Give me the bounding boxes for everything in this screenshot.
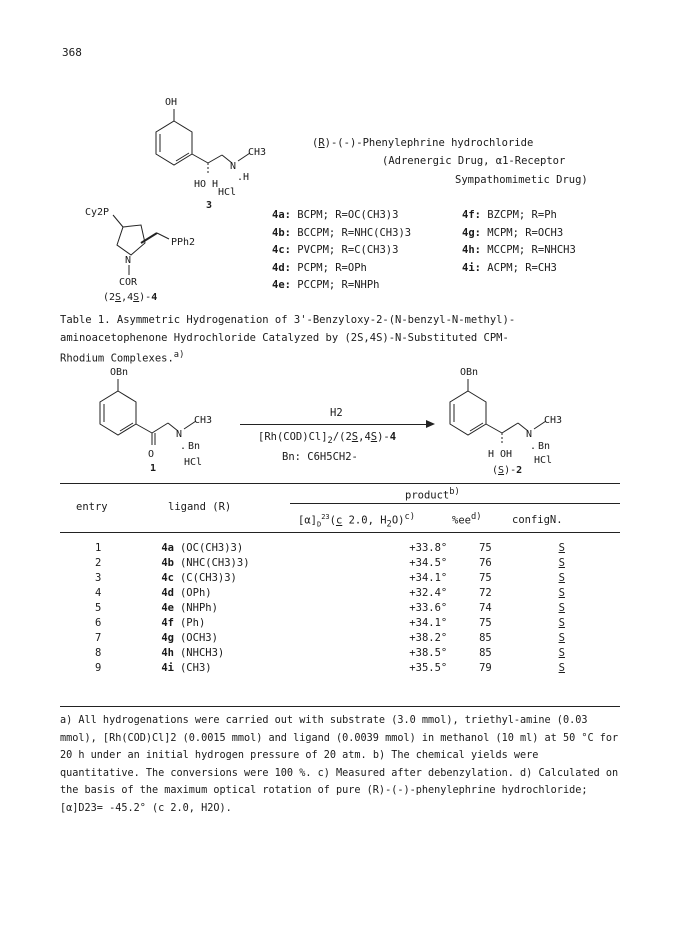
row-config: S <box>558 616 565 629</box>
row-ligand-code: 4h <box>161 646 174 659</box>
phenylephrine-structure <box>120 95 280 215</box>
row-entry: 4 <box>95 586 102 599</box>
pph2-label: PPh2 <box>171 237 196 248</box>
row-rotation: +32.4° <box>409 586 448 599</box>
table-row <box>60 570 600 585</box>
row-ee: 75 <box>479 616 492 629</box>
row-ligand-code: 4a <box>161 541 174 554</box>
ligand-4i: 4i: ACPM; R=CH3 <box>462 261 557 274</box>
row-ee: 75 <box>479 571 492 584</box>
substrate-structure <box>80 365 230 475</box>
table-bottom-rule <box>60 706 620 707</box>
footnotes <box>60 712 620 818</box>
reagent-catalyst: $[Rh(COD)Cl]_2/(2S,4S)-4$ <box>258 431 397 447</box>
row-ee: 76 <box>479 556 492 569</box>
header-rule <box>60 532 620 533</box>
ligand-4g: 4g: MCPM; R=OCH3 <box>462 226 564 239</box>
row-config: S <box>558 646 565 659</box>
row-ee: 85 <box>479 646 492 659</box>
substrate-bn-label: Bn <box>188 441 201 452</box>
row-ee: 85 <box>479 631 492 644</box>
ligand-4e: 4e: PCCPM; R=NHPh <box>272 279 380 291</box>
row-rotation: +34.1° <box>409 571 448 584</box>
structure-n-label: N <box>230 161 237 172</box>
footnote-c: c) Measured after debenzylation. <box>317 767 514 779</box>
product-structure <box>430 365 590 477</box>
substrate-n-label: N <box>176 429 183 440</box>
product-rule <box>290 503 620 504</box>
header-product: product$^{b)}$ <box>405 487 460 502</box>
substrate-hcl-label: HCl <box>184 457 203 468</box>
reagent-bn-def: Bn: C6H5CH2- <box>282 451 358 463</box>
ligand-list-right <box>462 207 576 277</box>
row-substituent: (CH3) <box>179 661 212 674</box>
row-ligand-code: 4c <box>161 571 174 584</box>
ligand-structure-label: (2S,4S)-4 <box>103 292 158 303</box>
product-obn-label: OBn <box>460 367 479 378</box>
table-row <box>60 630 600 645</box>
ligand-4c: 4c: PVCPM; R=C(CH3)3 <box>272 244 399 256</box>
row-entry: 7 <box>95 631 102 644</box>
row-ligand-code: 4d <box>161 586 174 599</box>
ligand-4h: 4h: MCCPM; R=NHCH3 <box>462 244 576 256</box>
substrate-label: 1 <box>150 463 157 474</box>
row-ee: 75 <box>479 541 492 554</box>
row-ligand-code: 4g <box>161 631 174 644</box>
row-rotation: +38.2° <box>409 631 448 644</box>
ligand-4f: 4f: BZCPM; R=Ph <box>462 209 557 221</box>
row-rotation: +35.5° <box>409 661 448 674</box>
row-ee: 72 <box>479 586 492 599</box>
table-row <box>60 660 600 675</box>
cor-label: COR <box>119 277 138 288</box>
row-ligand-code: 4b <box>161 556 174 569</box>
substrate-o-label: O <box>148 449 155 460</box>
cy2p-label: Cy2P <box>85 207 110 218</box>
row-config: S <box>558 586 565 599</box>
reagent-h2: H2 <box>330 407 343 419</box>
row-entry: 9 <box>95 661 102 674</box>
row-entry: 6 <box>95 616 102 629</box>
ligand-4d: 4d: PCPM; R=OPh <box>272 261 367 274</box>
compound-3-desc1: (Adrenergic Drug, α1-Receptor <box>382 155 566 167</box>
caption-line-1: Table 1. Asymmetric Hydrogenation of 3'-Benzyloxy-2-(N-benzyl-N-methyl)- <box>60 314 516 326</box>
ligand-n-label: N <box>125 255 132 266</box>
table-caption <box>60 312 515 368</box>
row-ee: 74 <box>479 601 492 614</box>
table-row <box>60 600 600 615</box>
caption-line-3: Rhodium Complexes.$^{a)}$ <box>60 350 185 365</box>
table-row <box>60 540 600 555</box>
product-bn-label: Bn <box>538 441 551 452</box>
row-substituent: (NHCH3) <box>179 646 225 659</box>
table-row <box>60 615 600 630</box>
reaction-arrow <box>240 424 430 425</box>
row-substituent: (OC(CH3)3) <box>179 541 244 554</box>
caption-line-2: aminoacetophenone Hydrochloride Catalyzed by (2S,4S)-N-Substituted CPM- <box>60 331 509 344</box>
row-entry: 3 <box>95 571 102 584</box>
header-ee: $\%ee^{d)}$ <box>452 512 482 527</box>
header-rotation: $[\alpha]_D^{23}(c$ 2.0, $H_2O)^{c)}$ <box>298 512 416 530</box>
row-rotation: +38.5° <box>409 646 448 659</box>
row-rotation: +33.6° <box>409 601 448 614</box>
product-hcl-label: HCl <box>534 455 553 466</box>
row-ligand-code: 4i <box>161 661 174 674</box>
row-config: S <box>558 556 565 569</box>
row-entry: 5 <box>95 601 102 614</box>
footnote-d: d) Calculated on the basis of the maximum optical rotation of pure (R)-(-)-phenylephrine hydrochloride; [α]D23= -45.2° (c 2.0, H2O). <box>60 767 619 814</box>
row-rotation: +34.5° <box>409 556 448 569</box>
row-rotation: +33.8° <box>409 541 448 554</box>
row-ligand-code: 4f <box>161 616 174 629</box>
ligand-list-left <box>272 207 411 295</box>
table-top-rule <box>60 483 620 484</box>
ligand-4a: 4a: BCPM; R=OC(CH3)3 <box>272 209 399 221</box>
substrate-obn-label: OBn <box>110 367 129 378</box>
svg-text:.: . <box>180 441 187 452</box>
row-entry: 8 <box>95 646 102 659</box>
row-config: S <box>558 661 565 674</box>
row-rotation: +34.1° <box>409 616 448 629</box>
ligand-structure <box>85 203 215 303</box>
footnote-b: b) The chemical yields were quantitative. The conversions were 100 %. <box>60 750 539 779</box>
header-entry: entry <box>76 501 108 513</box>
product-label: (S)-2 <box>492 465 523 476</box>
row-substituent: (OPh) <box>179 586 212 599</box>
row-config: S <box>558 601 565 614</box>
table-row <box>60 555 600 570</box>
row-substituent: (OCH3) <box>179 631 218 644</box>
row-config: S <box>558 631 565 644</box>
table-row <box>60 645 600 660</box>
structure-hcl-label: HCl <box>218 187 237 198</box>
results-table <box>60 540 600 675</box>
svg-text:.: . <box>237 172 244 183</box>
product-h-oh-label: H OH <box>488 449 513 460</box>
compound-3-title: (R)-(-)-Phenylephrine hydrochloride <box>312 137 534 149</box>
row-ee: 79 <box>479 661 492 674</box>
product-n-label: N <box>526 429 533 440</box>
header-config: configN. <box>512 514 563 526</box>
row-entry: 1 <box>95 541 102 554</box>
row-ligand-code: 4e <box>161 601 174 614</box>
substrate-ch3-label: CH3 <box>194 415 213 426</box>
row-substituent: (C(CH3)3) <box>179 571 237 584</box>
row-config: S <box>558 541 565 554</box>
row-substituent: (NHPh) <box>179 601 218 614</box>
page-number: 368 <box>62 46 82 59</box>
row-substituent: (NHC(CH3)3) <box>179 556 250 569</box>
header-ligand: ligand (R) <box>168 501 232 513</box>
product-ch3-label: CH3 <box>544 415 563 426</box>
footnote-a: a) All hydrogenations were carried out with substrate (3.0 mmol), triethyl-amine (0.03 mmol), [Rh(COD)Cl]2 (0.0015 mmol) and ligand (0.0039 mmol) in methanol (10 ml) at 50 °C for 20 h under an initial hydrogen pressure of 20 atm. <box>60 715 619 762</box>
structure-ho-h-label: HO H <box>194 179 219 190</box>
row-substituent: (Ph) <box>179 616 206 629</box>
structure-oh-label: OH <box>165 97 178 108</box>
svg-text:.: . <box>530 441 537 452</box>
compound-3-label: 3 <box>206 200 213 211</box>
compound-3-desc2: Sympathomimetic Drug) <box>455 174 588 186</box>
structure-ch3-label: CH3 <box>248 147 267 158</box>
row-config: S <box>558 571 565 584</box>
ligand-4b: 4b: BCCPM; R=NHC(CH3)3 <box>272 226 412 239</box>
row-entry: 2 <box>95 556 102 569</box>
structure-h-label: H <box>243 172 250 183</box>
table-row <box>60 585 600 600</box>
